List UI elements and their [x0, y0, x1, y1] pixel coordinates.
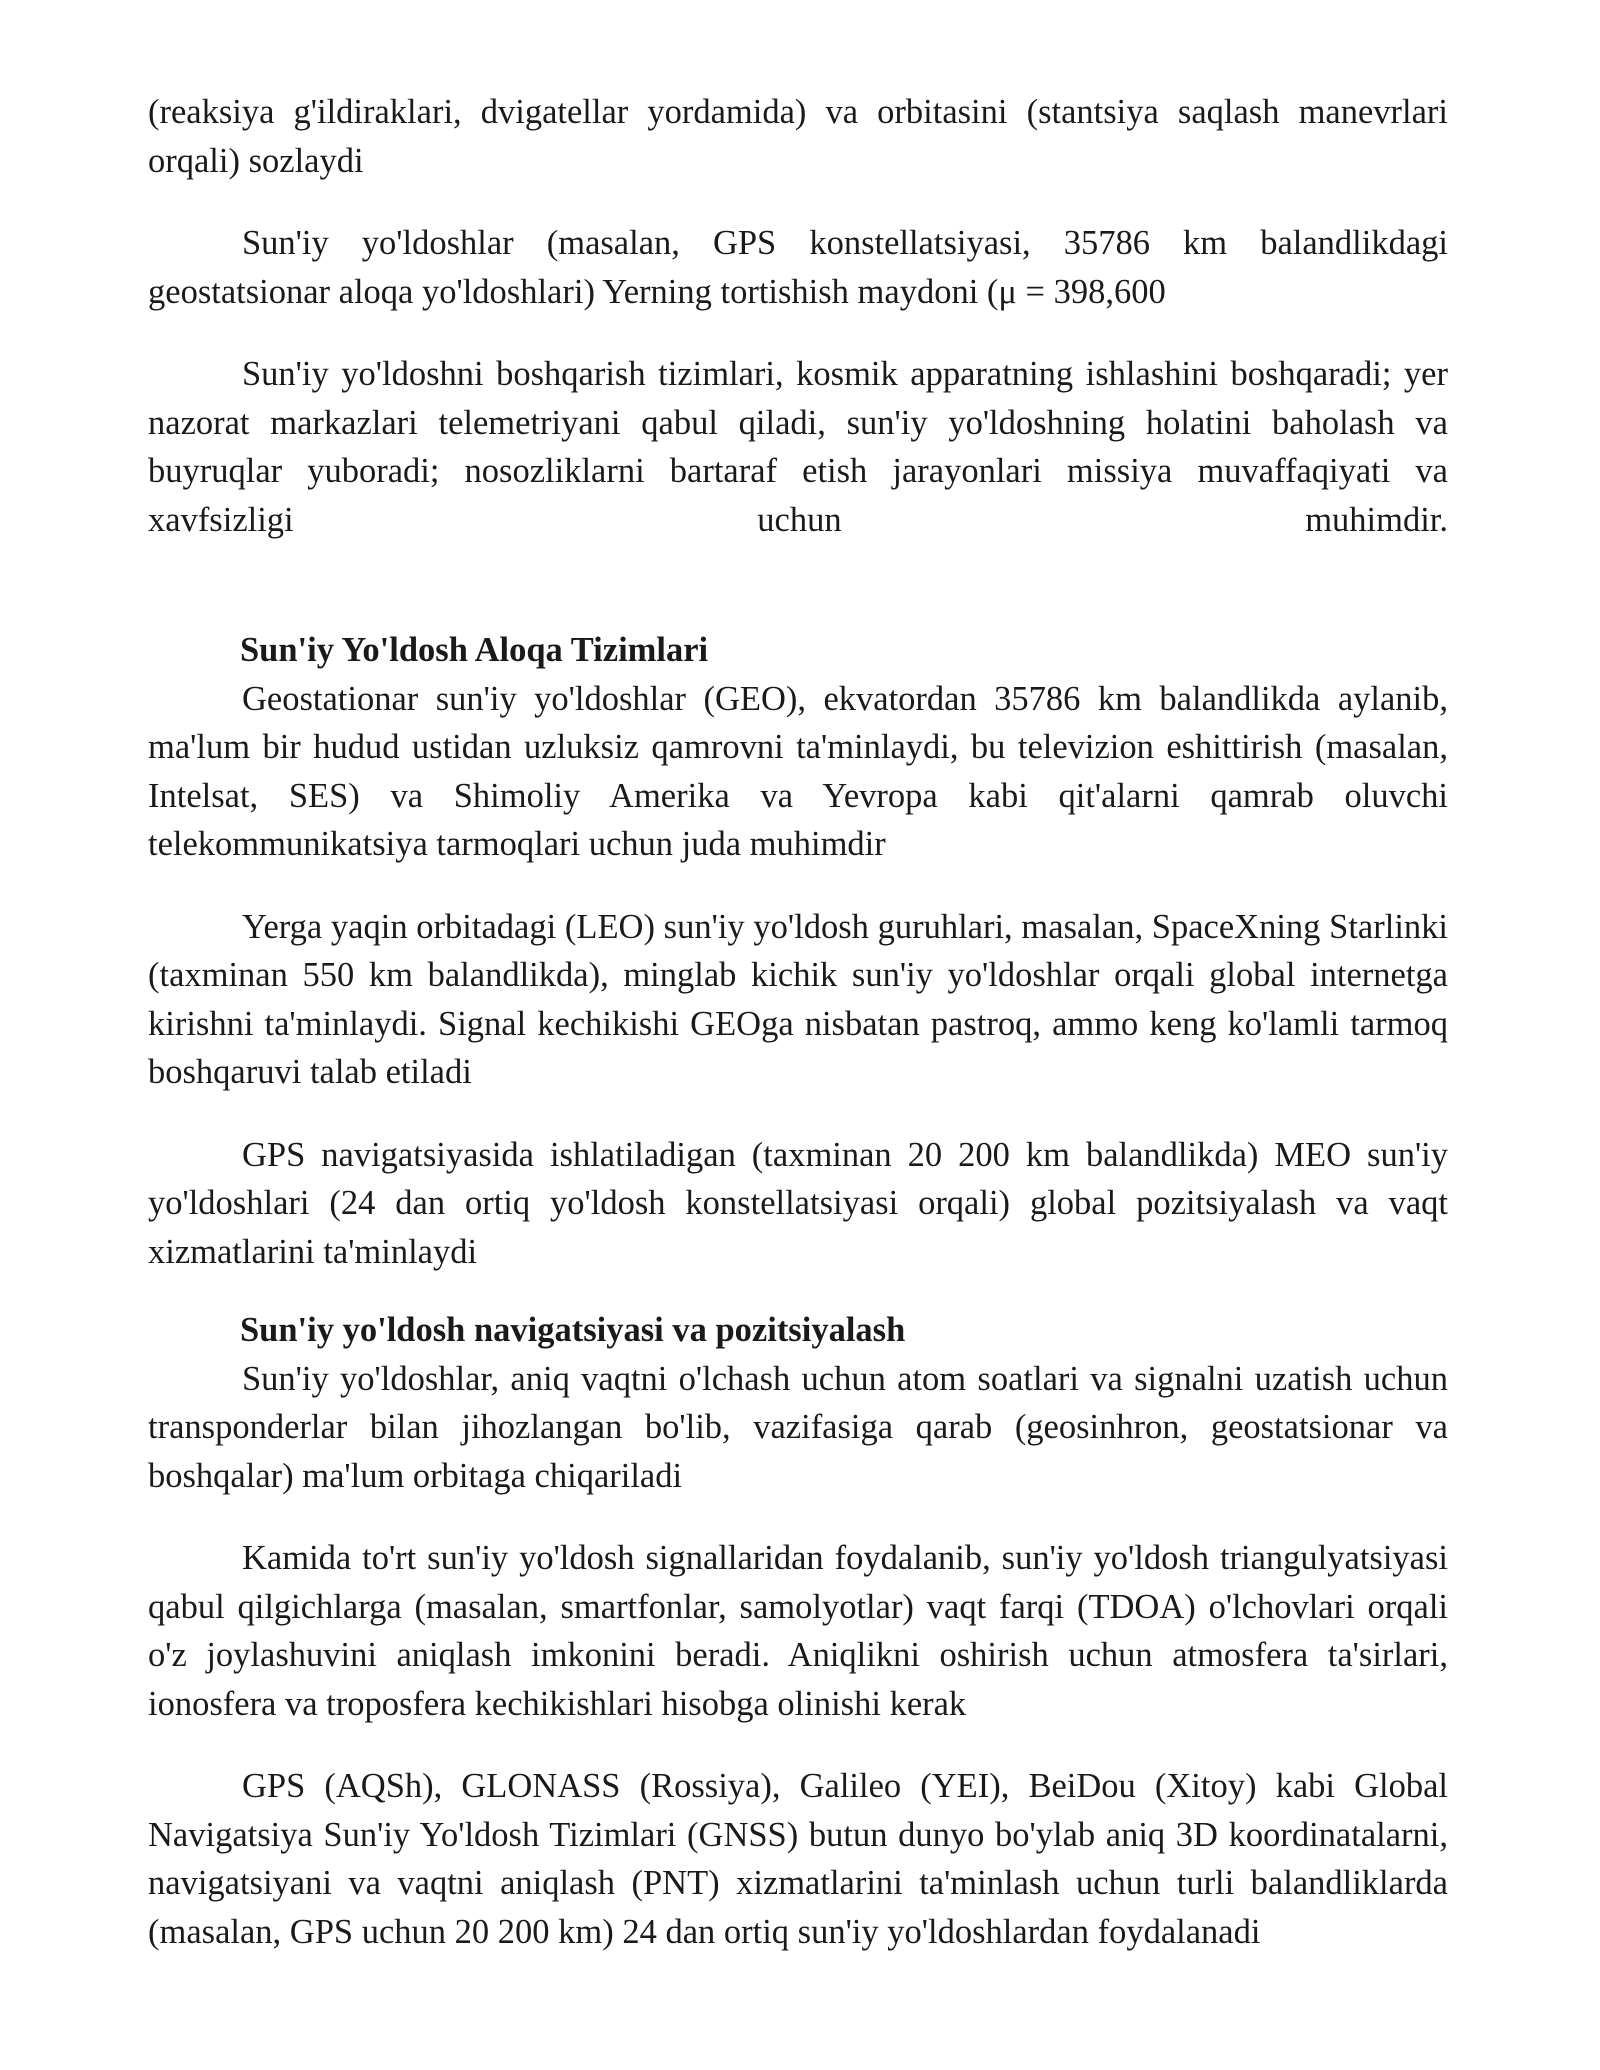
body-paragraph: GPS navigatsiyasida ishlatiladigan (taxminan 20 200 km balandlikda) MEO sun'iy yo'ldoshlari (24 dan ortiq yo'ldosh konstellatsiyasi orqali) global pozitsiyalash va vaqt xizmatlarini ta'minlaydi	[148, 1135, 1448, 1271]
section-heading: Sun'iy Yo'ldosh Aloqa Tizimlari	[240, 631, 709, 669]
body-paragraph: Sun'iy yo'ldoshni boshqarish tizimlari, kosmik apparatning ishlashini boshqaradi; yer nazorat markazlari telemetriyani qabul qiladi, sun'iy yo'ldoshning holatini baholash va buyruqlar yuboradi; nosozliklarni bartaraf etish jarayonlari missiya muvaffaqiyati va xavfsizligi uchun muhimdir.	[148, 355, 1448, 539]
body-paragraph: Yerga yaqin orbitadagi (LEO) sun'iy yo'ldosh guruhlari, masalan, SpaceXning Starlinki (taxminan 550 km balandlikda), minglab kichik sun'iy yo'ldoshlar orqali global internetga kirishni ta'minlaydi. Signal kechikishi GEOga nisbatan pastroq, ammo keng ko'lamli tarmoq boshqaruvi talab etiladi	[148, 907, 1448, 1091]
body-paragraph: GPS (AQSh), GLONASS (Rossiya), Galileo (YEI), BeiDou (Xitoy) kabi Global Navigatsiya Sun'iy Yo'ldosh Tizimlari (GNSS) butun dunyo bo'ylab aniq 3D koordinatalarni, navigatsiyani va vaqtni aniqlash (PNT) xizmatlarini ta'minlash uchun turli balandliklarda (masalan, GPS uchun 20 200 km) 24 dan ortiq sun'iy yo'ldoshlardan foydalanadi	[148, 1767, 1448, 1951]
body-paragraph: (reaksiya g'ildiraklari, dvigatellar yordamida) va orbitasini (stantsiya saqlash manevrlari orqali) sozlaydi	[148, 93, 1448, 180]
body-paragraph: Kamida to'rt sun'iy yo'ldosh signallaridan foydalanib, sun'iy yo'ldosh triangulyatsiyasi qabul qilgichlarga (masalan, smartfonlar, samolyotlar) vaqt farqi (TDOA) o'lchovlari orqali o'z joylashuvini aniqlash imkonini beradi. Aniqlikni oshirish uchun atmosfera ta'sirlari, ionosfera va troposfera kechikishlari hisobga olinishi kerak	[148, 1539, 1448, 1723]
document-page	[148, 88, 1448, 1956]
body-paragraph: Sun'iy yo'ldoshlar, aniq vaqtni o'lchash uchun atom soatlari va signalni uzatish uchun transponderlar bilan jihozlangan bo'lib, vazifasiga qarab (geosinhron, geostatsionar va boshqalar) ma'lum orbitaga chiqariladi	[148, 1359, 1448, 1495]
body-paragraph: Geostationar sun'iy yo'ldoshlar (GEO), ekvatordan 35786 km balandlikda aylanib, ma'lum bir hudud ustidan uzluksiz qamrovni ta'minlaydi, bu televizion eshittirish (masalan, Intelsat, SES) va Shimoliy Amerika va Yevropa kabi qit'alarni qamrab oluvchi telekommunikatsiya tarmoqlari uchun juda muhimdir	[148, 679, 1448, 863]
body-paragraph: Sun'iy yo'ldoshlar (masalan, GPS konstellatsiyasi, 35786 km balandlikdagi geostatsionar aloqa yo'ldoshlari) Yerning tortishish maydoni (μ = 398,600	[148, 224, 1448, 311]
section-heading: Sun'iy yo'ldosh navigatsiyasi va pozitsiyalash	[240, 1311, 906, 1349]
